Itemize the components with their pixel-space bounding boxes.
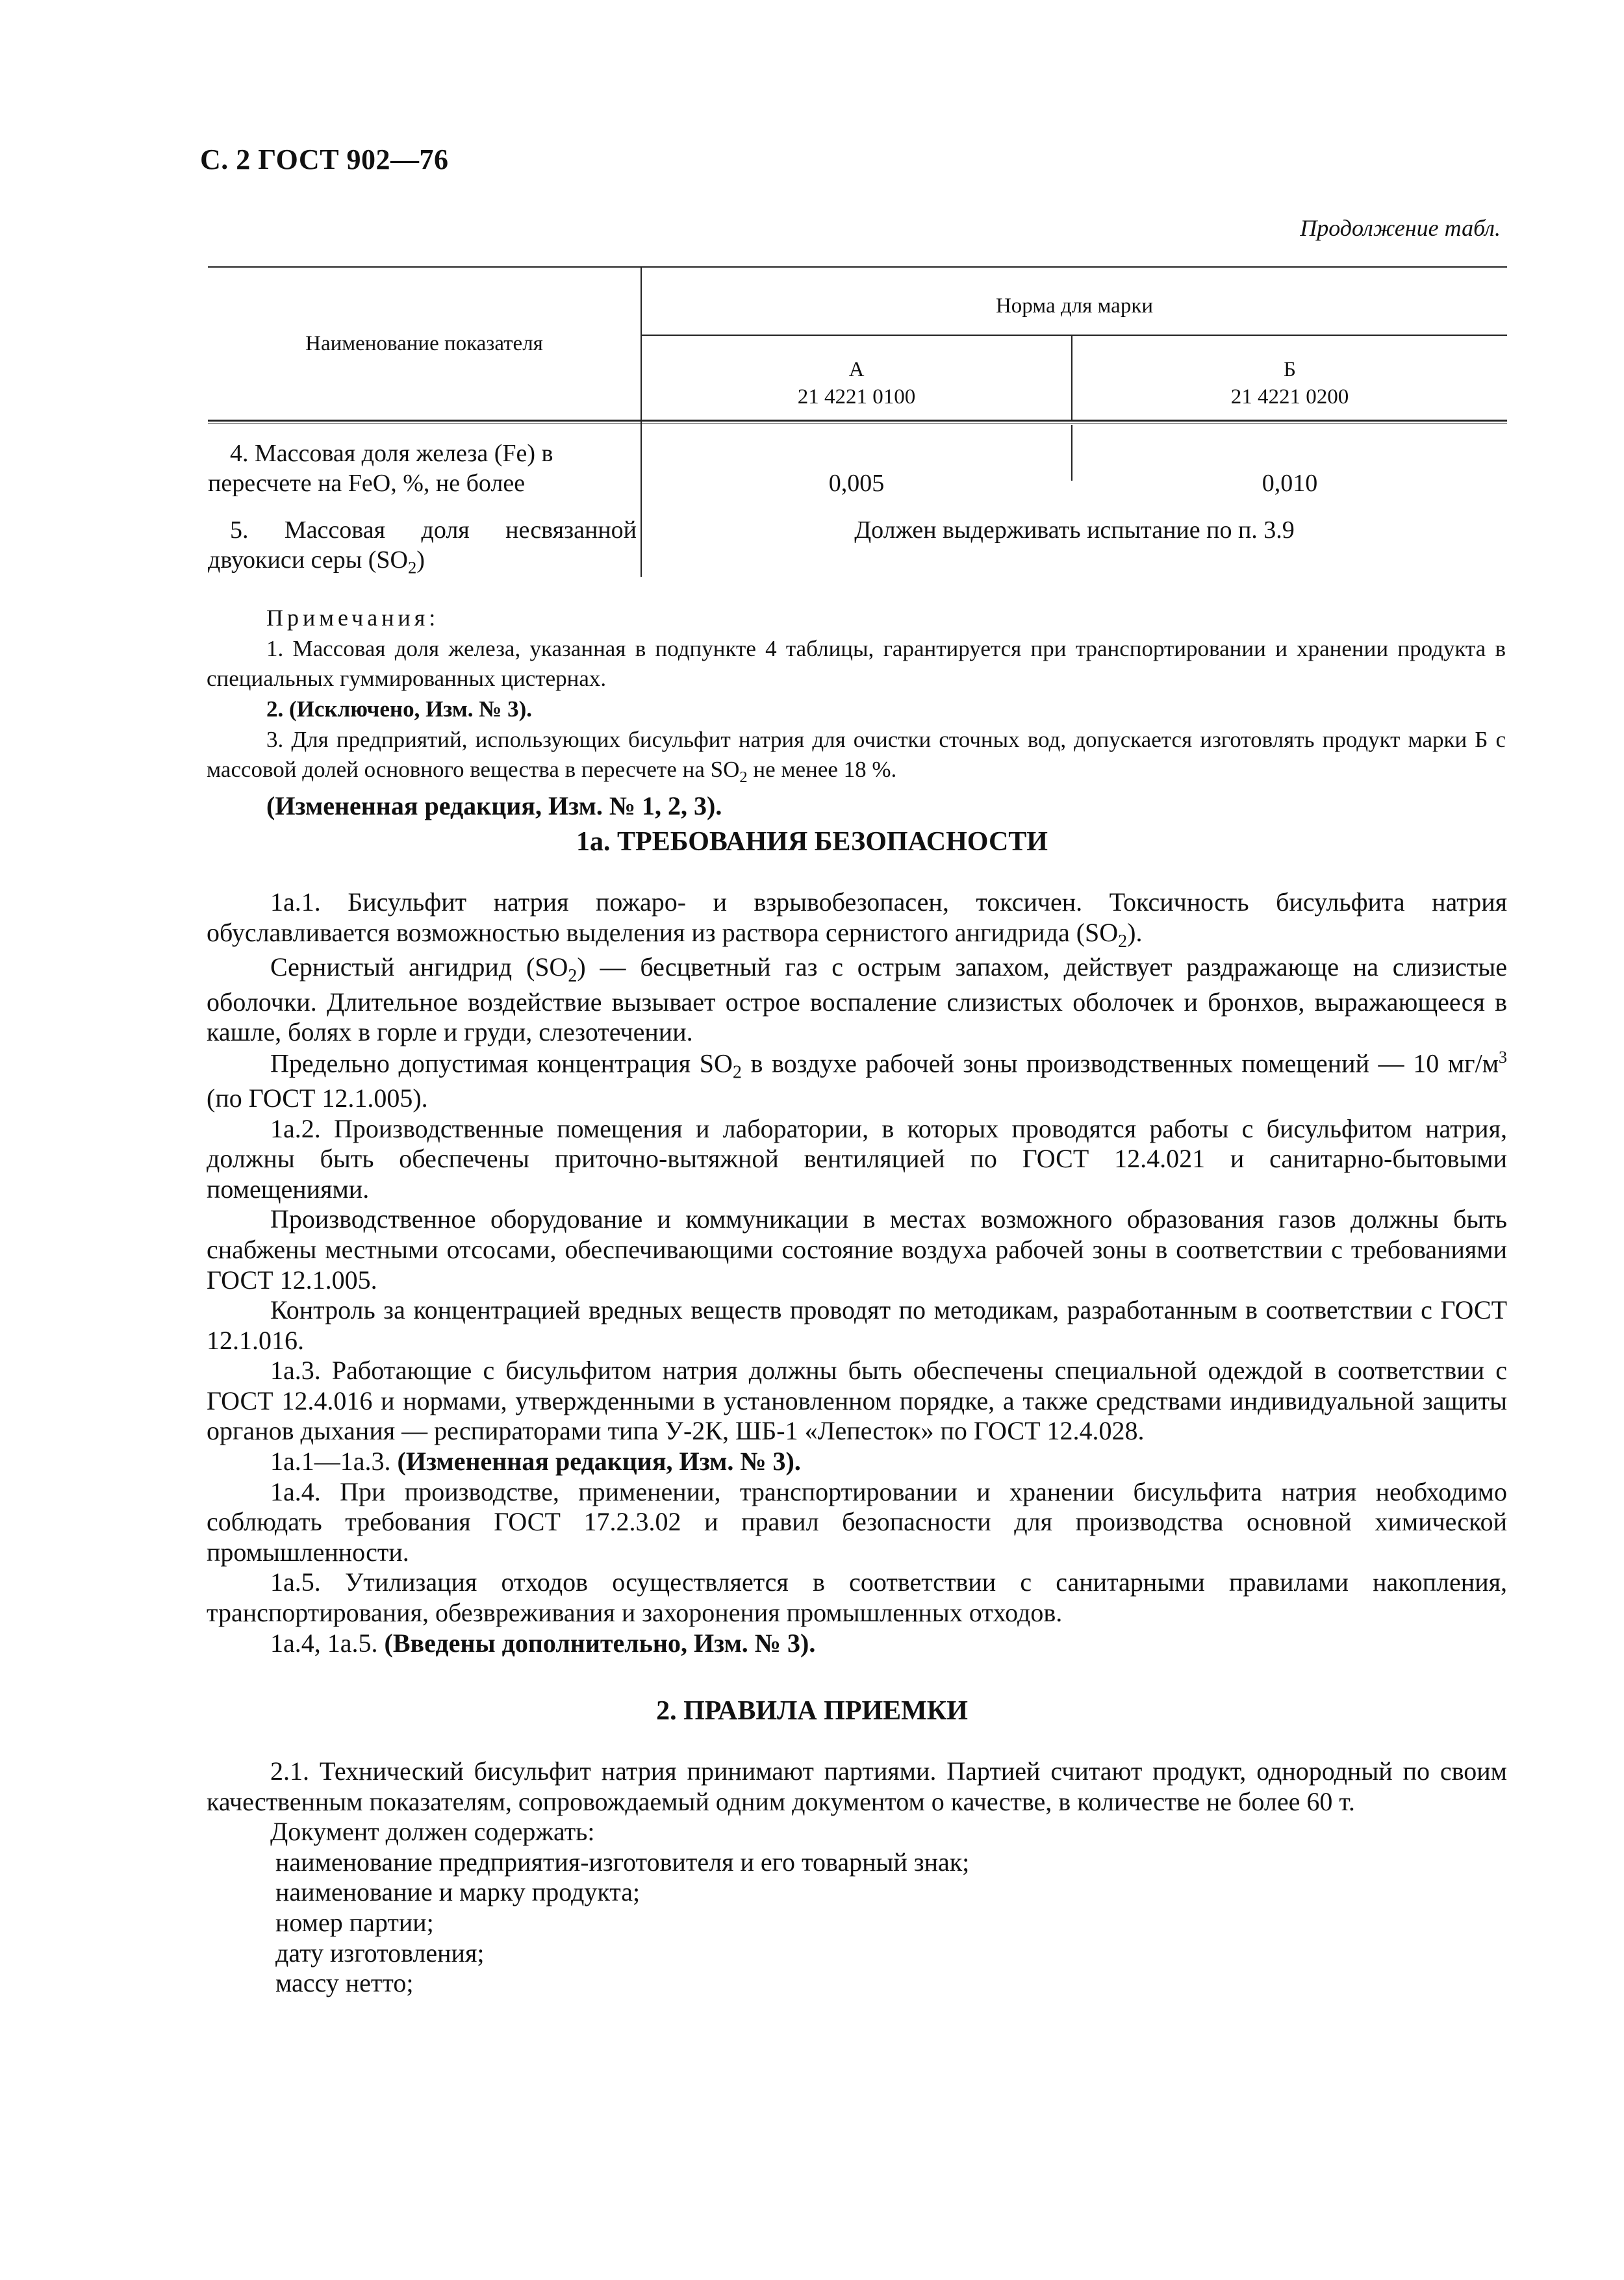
para-1a1-1a3-changed — [207, 1447, 1507, 1477]
para-1a4: 1а.4. При производстве, применении, транспортировании и хранении бисульфита натрия необходимо соблюдать требования ГОСТ 17.2.3.02 и правил безопасности для производства основной химической промышленности. — [207, 1476, 1507, 1567]
added-note: (Введены дополнительно, Изм. № 3). — [384, 1628, 816, 1658]
section-1a-title: 1а. ТРЕБОВАНИЯ БЕЗОПАСНОСТИ — [576, 827, 1048, 857]
row5-name-line2: двуокиси серы $(SO_2)$ — [208, 546, 425, 577]
amend-note: (Измененная редакция, Изм. № 3). — [397, 1447, 801, 1476]
para-pdk: Предельно допустимая концентрация $SO_2$ в воздухе рабочей зоны производственных помещений — 10 $мг/м^3$ (по ГОСТ 12.1.005). — [207, 1048, 1507, 1113]
table-header-rule — [208, 420, 1507, 422]
para-1a1: 1а.1. Бисульфит натрия пожаро- и взрывобезопасен, токсичен. Токсичность бисульфита натрия обуславливается возможностью выделения из раствора сернистого ангидрида $(SO_2)$. — [207, 887, 1507, 952]
note-1: 1. Массовая доля железа, указанная в подпункте 4 таблицы, гарантируется при транспортировании и хранении продукта в специальных гуммированных цистернах. — [207, 635, 1506, 692]
para-so2: Сернистый ангидрид $(SO_2)$ — бесцветный газ с острым запахом, действует раздражающе на слизистые оболочки. Длительное воздействие вызывает острое воспаление слизистых оболочек и бронхов, выражающееся в кашле, болях в горле и груди, слезотечении. — [207, 952, 1507, 1047]
added-ref: 1а.4, 1а.5. — [270, 1628, 378, 1658]
grade-b-label: Б — [1284, 358, 1296, 381]
section-1a-body — [207, 887, 1507, 1658]
grade-a-code: 21 4221 0100 — [797, 385, 916, 409]
para-1a3: 1а.3. Работающие с бисульфитом натрия должны быть обеспечены специальной одеждой в соответствии с ГОСТ 12.4.016 и нормами, утвержденными в установленном порядке, а также средствами индивидуальной защиты органов дыхания — респираторами типа У-2К, ШБ-1 «Лепесток» по ГОСТ 12.4.028. — [207, 1356, 1507, 1446]
section-2-title: 2. ПРАВИЛА ПРИЕМКИ — [656, 1696, 968, 1726]
para-control: Контроль за концентрацией вредных веществ проводят по методикам, разработанным в соответствии с ГОСТ 12.1.016. — [207, 1295, 1507, 1355]
grade-b-code: 21 4221 0200 — [1230, 385, 1349, 409]
row4-grade-a-value: 0,005 — [828, 470, 885, 497]
note-2: 2. (Исключено, Изм. № 3). — [266, 696, 533, 722]
doc-item: массу нетто; — [275, 1968, 414, 1998]
doc-item: наименование предприятия-изготовителя и его товарный знак; — [275, 1847, 970, 1877]
col-name-header: Наименование показателя — [305, 332, 543, 355]
table-notes — [207, 603, 1506, 823]
table-subheader-rule — [641, 335, 1507, 336]
para-1a2: 1а.2. Производственные помещения и лаборатории, в которых проводятся работы с бисульфитом натрия, должны быть обеспечены приточно-вытяжной вентиляцией по ГОСТ 12.4.021 и санитарно-бытовыми помещениями. — [207, 1113, 1507, 1204]
para-2-1: 2.1. Технический бисульфит натрия принимают партиями. Партией считают продукт, однородный по своим качественным показателям, сопровождаемый одним документом о качестве, в количестве не более 60 т. — [207, 1756, 1507, 1816]
notes-title: Примечания: — [266, 605, 440, 631]
para-1a4-1a5-added — [207, 1628, 1507, 1659]
para-1a5: 1а.5. Утилизация отходов осуществляется в соответствии с санитарными правилами накопления, транспортирования, обезвреживания и захоронения промышленных отходов. — [207, 1567, 1507, 1628]
norm-header: Норма для марки — [995, 294, 1154, 318]
table-top-rule — [208, 266, 1507, 268]
notes-changed: (Измененная редакция, Изм. № 1, 2, 3). — [266, 791, 722, 820]
table-continuation-label: Продолжение табл. — [1300, 215, 1501, 241]
page-header: С. 2 ГОСТ 902—76 — [200, 144, 449, 175]
doc-item: наименование и марку продукта; — [275, 1877, 641, 1907]
doc-item: дату изготовления; — [275, 1938, 485, 1968]
amend-ref: 1а.1—1а.3. — [270, 1447, 391, 1476]
section-2-body — [207, 1756, 1507, 1999]
row5-merged-value: Должен выдерживать испытание по п. 3.9 — [854, 516, 1295, 544]
row4-grade-b-value: 0,010 — [1262, 470, 1318, 497]
grade-a-label: А — [848, 358, 865, 381]
row4-name-line1: 4. Массовая доля железа (Fe) в — [230, 440, 553, 467]
row4-name-line2: пересчете на FeO, %, не более — [208, 470, 526, 497]
doc-item: номер партии; — [275, 1907, 434, 1937]
note-3: 3. Для предприятий, использующих бисульфит натрия для очистки сточных вод, допускается изготовлять продукт марки Б с массовой долей основного вещества в пересчете на $SO_2$ не менее 18 %. — [207, 726, 1506, 787]
para-equipment: Производственное оборудование и коммуникации в местах возможного образования газов должны быть снабжены местными отсосами, обеспечивающими состояние воздуха рабочей зоны в соответствии с требованиями ГОСТ 12.1.005. — [207, 1204, 1507, 1295]
doc-intro: Документ должен содержать: — [270, 1817, 595, 1847]
row5-name-line1: 5. Массовая доля несвязанной — [230, 516, 637, 544]
